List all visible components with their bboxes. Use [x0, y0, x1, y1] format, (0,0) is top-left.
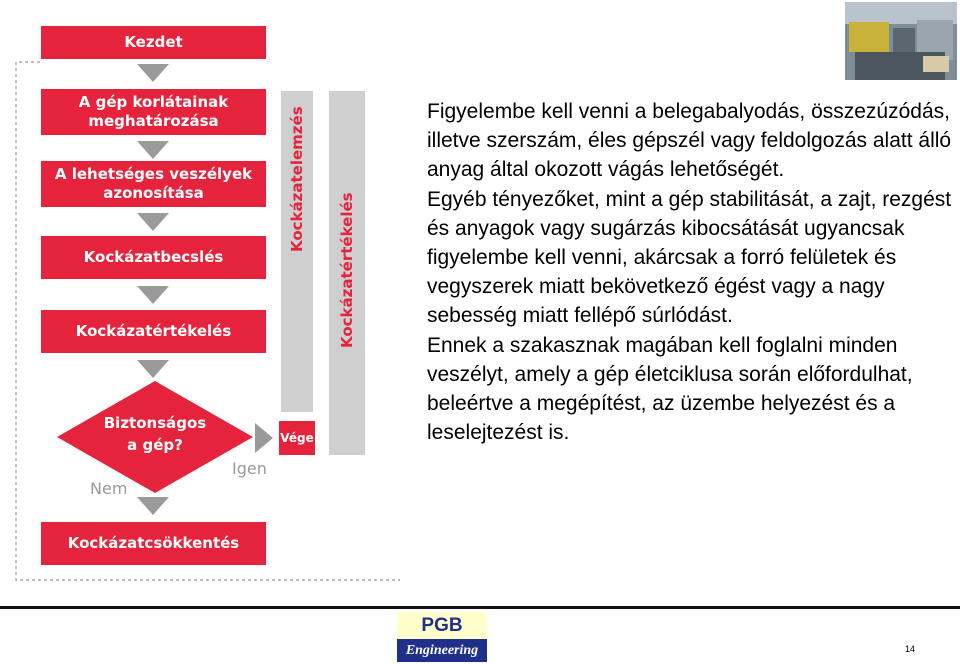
decision-label-line2: a gép? [127, 436, 183, 454]
step-risk-evaluation-label: Kockázatértékelés [75, 322, 232, 341]
arrow-down-icon [137, 64, 169, 84]
paragraph-1: Figyelembe kell venni a belegabalyodás, összezúzódás, illetve szerszám, éles gépszél vagy feldolgozás alatt álló anyag által okozott vágás lehetőségét. [427, 100, 952, 182]
end-label: Vége [280, 430, 314, 445]
arrow-down-icon [137, 360, 169, 380]
description-text [427, 97, 952, 447]
start-label: Kezdet [124, 33, 183, 52]
paragraph-3: Ennek a szakasznak magában kell foglalni minden veszélyt, amely a gép életciklusa során előfordulhat, beleértve a megépítést, az üzembe helyezést és a leselejtezést is. [427, 333, 913, 445]
footer-divider [0, 606, 960, 609]
step-machine-limits-line1: A gép korlátainak [78, 93, 229, 112]
factory-photo [845, 2, 957, 80]
arrow-down-icon [137, 286, 169, 306]
arrow-down-icon [137, 497, 169, 517]
step-machine-limits-line2: meghatározása [88, 112, 219, 130]
yes-label: Igen [232, 459, 267, 478]
step-hazard-identification-line2: azonosítása [103, 184, 204, 202]
step-risk-estimation-label: Kockázatbecslés [83, 248, 224, 267]
step-risk-evaluation [41, 310, 266, 353]
step-hazard-identification [41, 161, 266, 207]
risk-evaluation-label: Kockázatértékelés [338, 192, 356, 348]
risk-assessment-flowchart [0, 0, 400, 600]
arrow-down-icon [137, 141, 169, 161]
risk-analysis-label: Kockázatelemzés [288, 106, 306, 252]
step-machine-limits [41, 89, 266, 135]
decision-label-line1: Biztonságos [103, 414, 207, 432]
pgb-logo [397, 612, 487, 662]
end-box [279, 421, 315, 455]
logo-bottom-text: Engineering [397, 639, 487, 662]
page-number: 14 [905, 644, 916, 654]
step-hazard-identification-line1: A lehetséges veszélyek [54, 165, 253, 184]
step-risk-reduction [41, 522, 266, 565]
start-box [41, 26, 266, 59]
paragraph-2: Egyéb tényezőket, mint a gép stabilitását, a zajt, rezgést és anyagok vagy sugárzás kibocsátását ugyancsak figyelembe kell venni, akárcsak a forró felületek és vegyszerek miatt bekövetkező égést vagy a nagy sebesség miatt fellépő súrlódást. [427, 187, 952, 328]
arrow-down-icon [137, 213, 169, 233]
logo-top-text: PGB [397, 612, 487, 639]
step-risk-estimation [41, 236, 266, 279]
factory-photo-image [845, 2, 957, 80]
decision-label [57, 412, 253, 456]
arrow-right-icon [255, 423, 273, 453]
no-label: Nem [90, 479, 128, 498]
step-risk-reduction-label: Kockázatcsökkentés [67, 534, 240, 553]
